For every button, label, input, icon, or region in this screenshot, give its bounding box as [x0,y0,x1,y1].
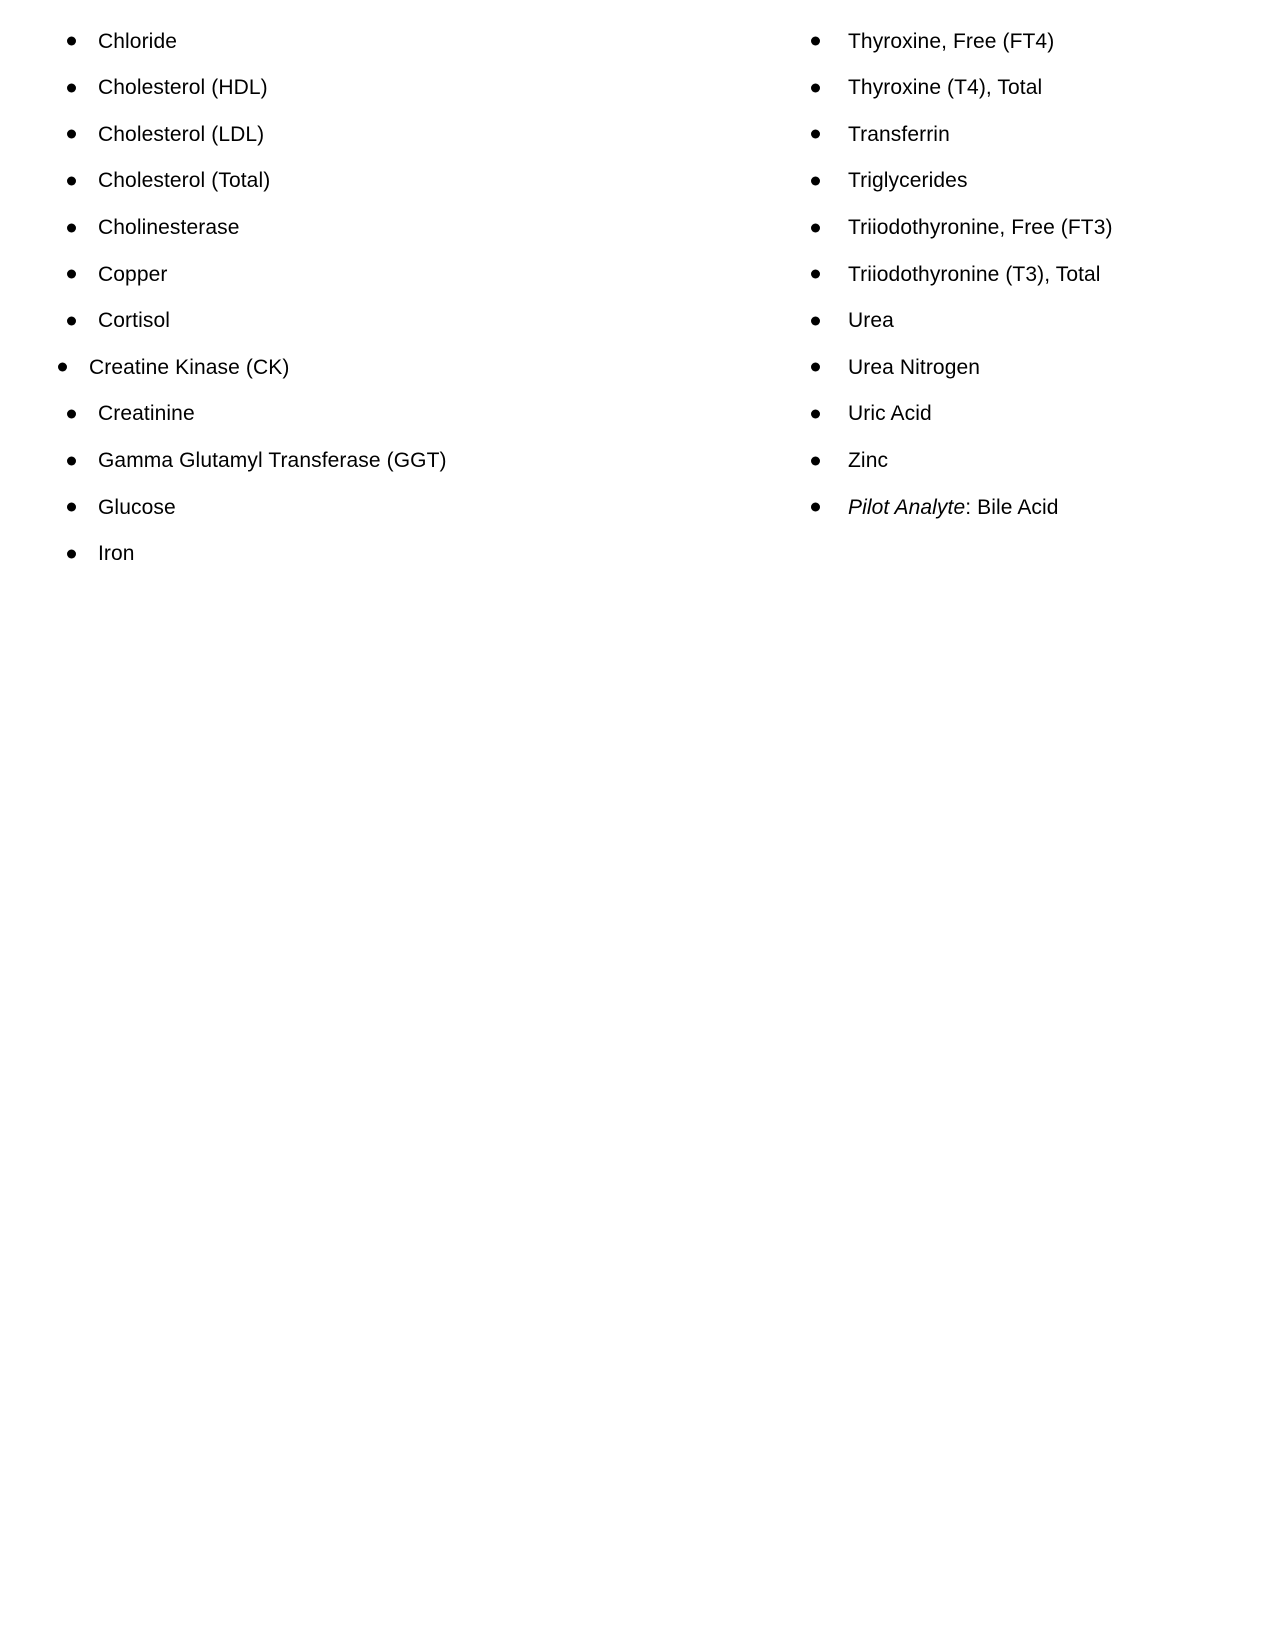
list-item [58,111,447,158]
list-item [49,344,447,391]
analyte-label: Glucose [98,495,176,519]
list-item [58,65,447,112]
analyte-label: Thyroxine, Free (FT4) [848,29,1055,53]
analyte-label: Triiodothyronine, Free (FT3) [848,216,1113,240]
bullet-icon [811,316,820,325]
bullet-icon [67,316,76,325]
list-item [58,204,447,251]
bullet-icon [67,37,76,46]
analyte-label: Zinc [848,449,889,473]
analyte-label: Cholesterol (HDL) [98,76,268,100]
list-item [58,391,447,438]
analyte-label: Uric Acid [848,402,932,426]
list-item [58,484,447,531]
analyte-label: Triiodothyronine (T3), Total [848,262,1101,286]
list-item [58,437,447,484]
list-item [802,298,1113,345]
analyte-label: Triglycerides [848,169,968,193]
analyte-label: Transferrin [848,122,950,146]
bullet-icon [811,177,820,186]
bullet-icon [67,130,76,139]
analyte-label: Copper [98,262,168,286]
bullet-icon [67,83,76,92]
bullet-icon [811,270,820,279]
analyte-label: Chloride [98,29,178,53]
bullet-icon [67,456,76,465]
list-item [802,344,1113,391]
pilot-analyte-italic-prefix: Pilot Analyte [848,495,966,519]
analyte-label: Creatinine [98,402,195,426]
bullet-icon [811,456,820,465]
bullet-icon [811,410,820,419]
analyte-label: Cortisol [98,309,170,333]
analyte-label: Urea [848,309,894,333]
analyte-label: Cholesterol (Total) [98,169,271,193]
bullet-icon [811,130,820,139]
bullet-icon [811,37,820,46]
bullet-icon [811,363,820,372]
analyte-list-right [802,18,1113,531]
list-item [58,158,447,205]
pilot-analyte-rest: : Bile Acid [965,495,1059,519]
analyte-label: Creatine Kinase (CK) [89,355,290,379]
analyte-label: Thyroxine (T4), Total [848,76,1043,100]
list-item [58,531,447,578]
bullet-icon [58,363,67,372]
list-item [802,251,1113,298]
analyte-label: Iron [98,542,135,566]
bullet-icon [67,503,76,512]
bullet-icon [811,503,820,512]
list-item [802,18,1113,65]
list-item [58,18,447,65]
list-item-pilot-analyte [802,484,1113,531]
bullet-icon [67,177,76,186]
analyte-label: Gamma Glutamyl Transferase (GGT) [98,449,447,473]
analyte-list-left [58,18,447,577]
list-item [58,298,447,345]
list-item [802,204,1113,251]
list-item [802,65,1113,112]
analyte-label: Urea Nitrogen [848,355,981,379]
list-item [802,391,1113,438]
list-item [802,437,1113,484]
list-item [802,111,1113,158]
list-item [58,251,447,298]
bullet-icon [811,83,820,92]
analyte-label: Cholesterol (LDL) [98,122,265,146]
analyte-label [848,495,1059,520]
list-item [802,158,1113,205]
bullet-icon [67,223,76,232]
bullet-icon [811,223,820,232]
bullet-icon [67,270,76,279]
bullet-icon [67,410,76,419]
bullet-icon [67,549,76,558]
analyte-label: Cholinesterase [98,216,240,240]
